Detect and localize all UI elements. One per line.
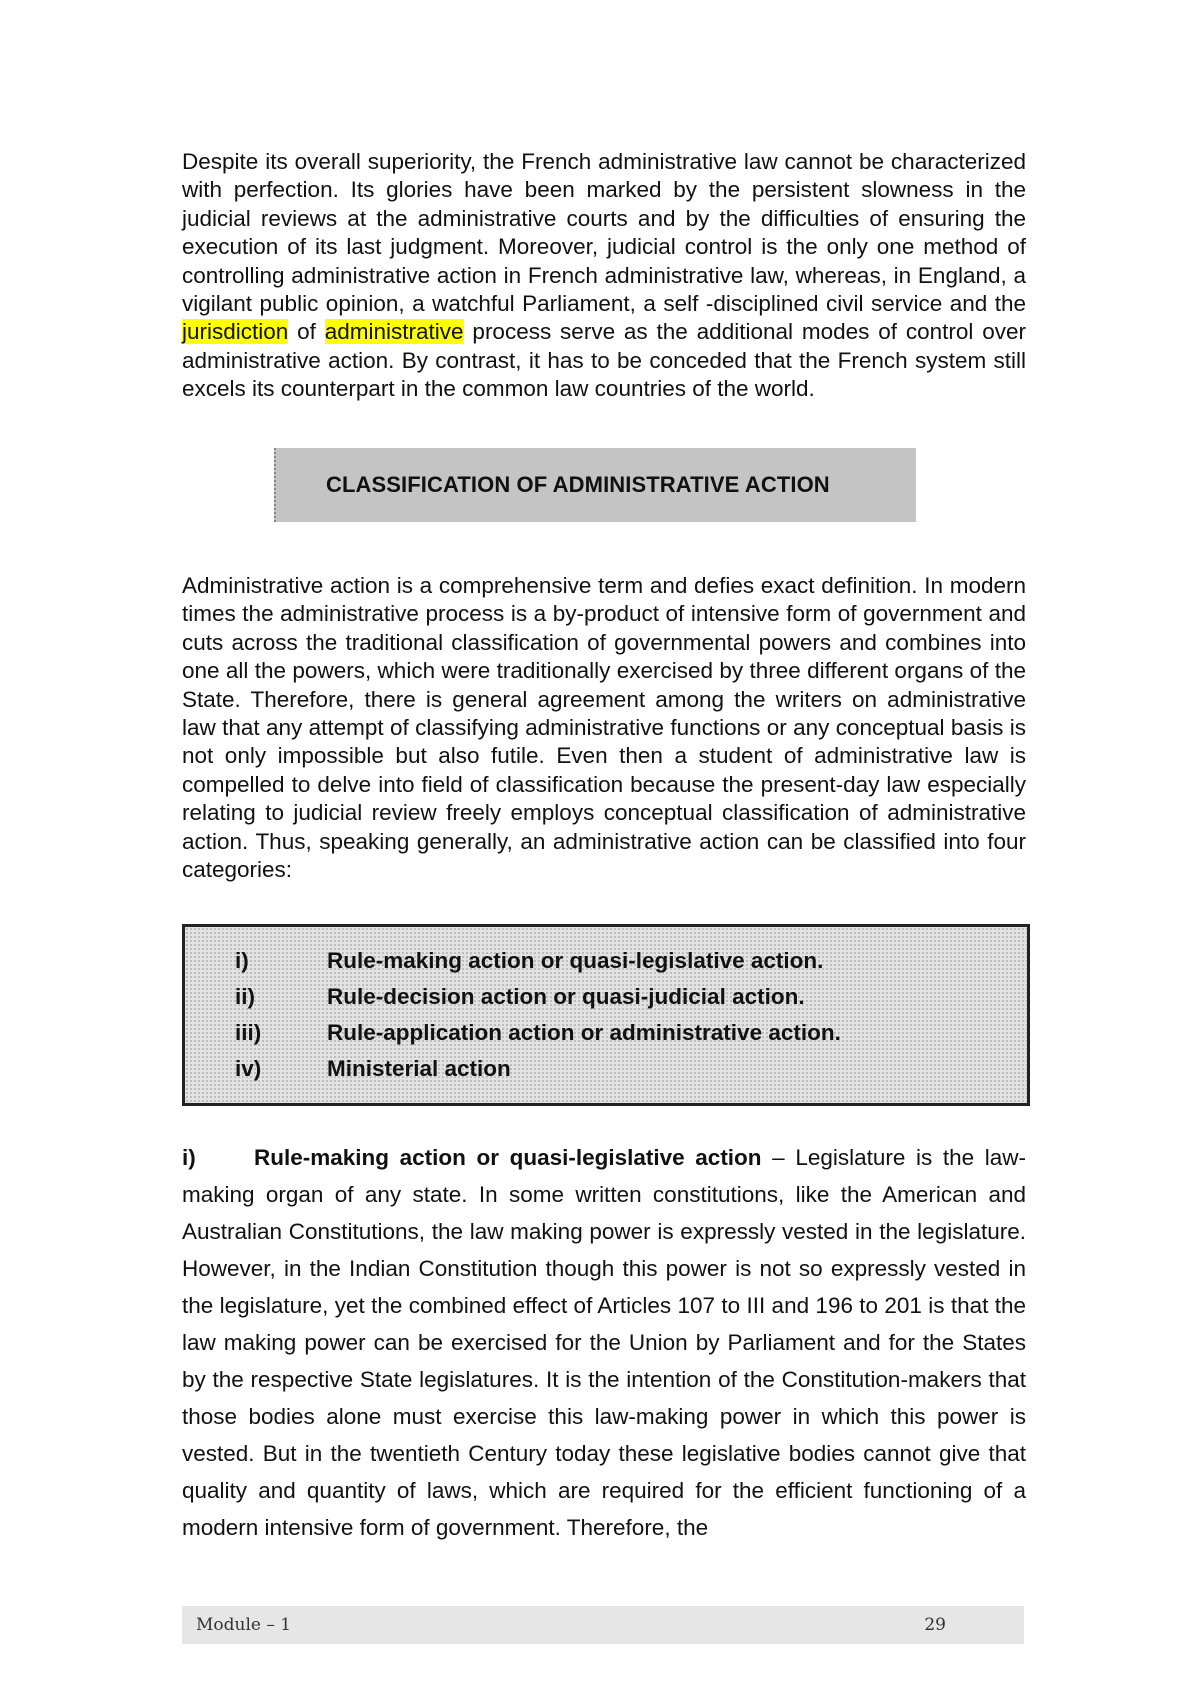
category-label: Rule-application action or administrative action. (327, 1020, 841, 1045)
section-heading: CLASSIFICATION OF ADMINISTRATIVE ACTION (326, 472, 830, 497)
footer-module-label: Module – 1 (196, 1615, 292, 1635)
highlight-jurisdiction: jurisdiction (182, 319, 289, 345)
category-label: Rule-making action or quasi-legislative action. (327, 948, 824, 973)
category-item (235, 943, 823, 979)
section-body: Legislature is the law-making organ of any state. In some written constitutions, like the American and Australian Constitutions, the law making power is expressly vested in the legislature. However, in the Indian Constitution though this power is not so expressly vested in the legislature, yet the combined effect of Articles 107 to III and 196 to 201 is that the law making power can be exercised for the Union by Parliament and for the States by the respective State legislatures. It is the intention of the Constitution-makers that those bodies alone must exercise this law-making power in which this power is vested. But in the twentieth Century today these legislative bodies cannot give that quality and quantity of laws, which are required for the efficient functioning of a modern intensive form of government. Therefore, the (182, 1144, 1026, 1540)
categories-box (182, 924, 1030, 1106)
category-item (235, 979, 805, 1015)
page-footer (182, 1606, 1024, 1644)
paragraph1-text-between: of (288, 319, 325, 345)
section-number: i) (182, 1144, 196, 1170)
category-item (235, 1015, 841, 1051)
section-rule-making (182, 1139, 1026, 1546)
section-title: Rule-making action or quasi-legislative action (254, 1144, 762, 1170)
section-heading-box (274, 448, 916, 522)
category-number: i) (235, 948, 249, 973)
paragraph1-text-start: Despite its overall superiority, the French administrative law cannot be characterized with perfection. Its glories have been marked by the persistent slowness in the judicial reviews at the administrative courts and by the difficulties of ensuring the execution of its last judgment. Moreover, judicial control is the only one method of controlling administrative action in French administrative law, whereas, in England, a vigilant public opinion, a watchful Parliament, a self -disciplined civil service and the (182, 149, 1026, 317)
paragraph-french-admin-law (182, 148, 1026, 404)
footer-page-number: 29 (924, 1615, 946, 1635)
paragraph-administrative-action: Administrative action is a comprehensive term and defies exact definition. In modern times the administrative process is a by-product of intensive form of government and cuts across the traditional classification of governmental powers and combines into one all the powers, which were traditionally exercised by three different organs of the State. Therefore, there is general agreement among the writers on administrative law that any attempt of classifying administrative functions or any conceptual basis is not only impossible but also futile. Even then a student of administrative law is compelled to delve into field of classification because the present-day law especially relating to judicial review freely employs conceptual classification of administrative action. Thus, speaking generally, an administrative action can be classified into four categories: (182, 573, 1026, 883)
category-label: Rule-decision action or quasi-judicial action. (327, 984, 805, 1009)
category-number: iv) (235, 1056, 262, 1081)
category-number: ii) (235, 984, 255, 1009)
category-item (235, 1051, 511, 1087)
highlight-administrative: administrative (324, 319, 464, 345)
paragraph1-text-end: process serve as the additional modes of control over administrative action. By contrast, it has to be conceded that the French system still excels its counterpart in the common law countries of the world. (182, 319, 1026, 402)
category-label: Ministerial action (327, 1056, 511, 1081)
category-number: iii) (235, 1020, 262, 1045)
section-dash: – (761, 1144, 796, 1170)
